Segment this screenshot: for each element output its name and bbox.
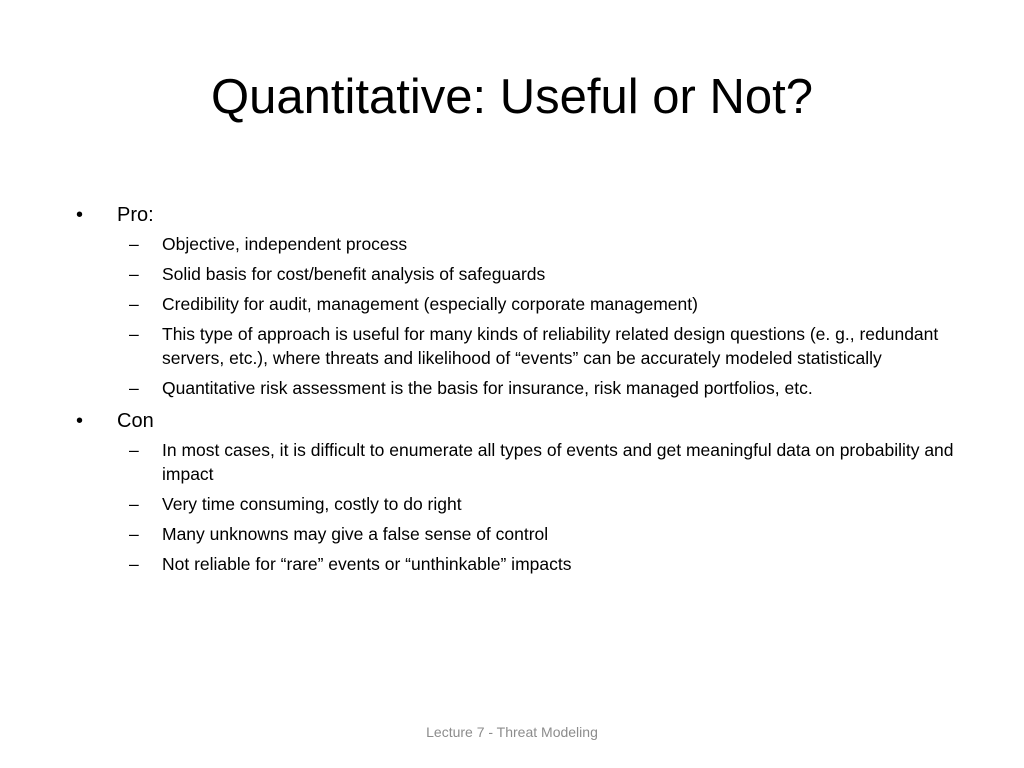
pro-item: [76, 262, 956, 286]
dash-icon: –: [129, 554, 139, 574]
pro-item-text: Credibility for audit, management (especially corporate management): [162, 294, 698, 314]
dash-icon: –: [129, 324, 139, 344]
dash-icon: –: [129, 234, 139, 254]
con-item: [76, 492, 956, 516]
con-item-text: Not reliable for “rare” events or “unthinkable” impacts: [162, 554, 572, 574]
pro-item-text: Quantitative risk assessment is the basis for insurance, risk managed portfolios, etc.: [162, 378, 813, 398]
pro-item-text: Solid basis for cost/benefit analysis of safeguards: [162, 264, 546, 284]
pro-list: [76, 232, 956, 400]
section-con-label: Con: [117, 410, 154, 432]
bullet-content: [76, 200, 956, 582]
con-item-text: In most cases, it is difficult to enumerate all types of events and get meaningful data on probability and impact: [162, 440, 954, 484]
dash-icon: –: [129, 378, 139, 398]
con-item: [76, 522, 956, 546]
slide-footer: Lecture 7 - Threat Modeling: [426, 724, 598, 740]
dash-icon: –: [129, 494, 139, 514]
bullet-icon: •: [76, 410, 84, 432]
pro-item: [76, 232, 956, 256]
pro-item: [76, 322, 956, 370]
dash-icon: –: [129, 524, 139, 544]
section-pro-heading: [76, 200, 956, 230]
bullet-icon: •: [76, 204, 84, 226]
pro-item-text: Objective, independent process: [162, 234, 408, 254]
con-item: [76, 438, 956, 486]
con-item-text: Many unknowns may give a false sense of control: [162, 524, 549, 544]
pro-item: [76, 376, 956, 400]
section-pro-label: Pro:: [117, 204, 154, 226]
con-item: [76, 552, 956, 576]
section-con-heading: [76, 406, 956, 436]
pro-item: [76, 292, 956, 316]
pro-item-text: This type of approach is useful for many kinds of reliability related design questions (e. g., redundant servers, etc.), where threats and likelihood of “events” can be accurately modeled statistically: [162, 324, 939, 368]
dash-icon: –: [129, 294, 139, 314]
dash-icon: –: [129, 264, 139, 284]
con-item-text: Very time consuming, costly to do right: [162, 494, 462, 514]
slide-title: Quantitative: Useful or Not?: [211, 70, 813, 124]
con-list: [76, 438, 956, 576]
dash-icon: –: [129, 440, 139, 460]
